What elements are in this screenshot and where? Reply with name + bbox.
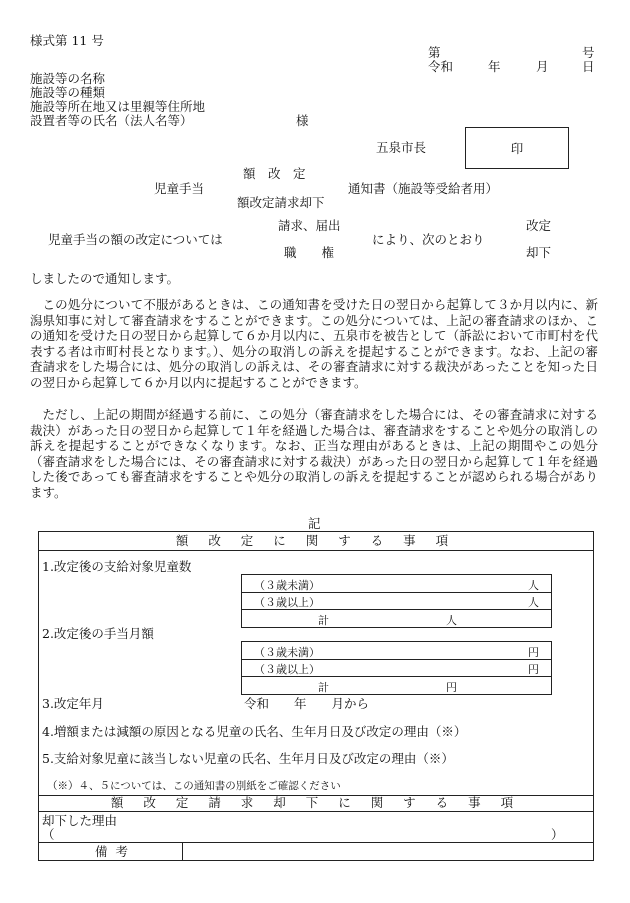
unit-person: 人	[446, 614, 457, 627]
title-option-revision: 額 改 定	[243, 166, 306, 181]
title-prefix: 児童手当	[154, 181, 205, 196]
children-under3-row[interactable]	[241, 574, 552, 593]
date-month: 月	[536, 59, 549, 74]
title-option-rejection: 額改定請求却下	[237, 195, 325, 210]
paren-close: ）	[551, 827, 564, 842]
unit-person: 人	[528, 579, 539, 592]
item5-label: 5.支給対象児童に該当しない児童の氏名、生年月日及び改定の理由（※）	[42, 751, 454, 766]
unit-yen: 円	[528, 663, 539, 676]
seal-box	[465, 127, 569, 169]
unit-yen: 円	[446, 681, 457, 694]
intro-middle: により、次のとおり	[372, 232, 485, 247]
amount-over3-row[interactable]	[241, 659, 552, 677]
intro-option-revise: 改定	[526, 218, 552, 233]
total-label: 計	[318, 681, 329, 694]
form-number: 様式第 11 号	[30, 33, 104, 48]
seal-label: 印	[510, 141, 524, 156]
paren-open: （	[42, 827, 55, 842]
amount-total-row[interactable]	[241, 677, 552, 695]
intro-closing: しましたので通知します。	[30, 271, 180, 286]
appeal-notice-paragraph-1: この処分について不服があるときは、この通知書を受けた日の翌日から起算して３か月以内に、新潟県知事に対して審査請求をすることができます。この処分については、上記の審査請求のほか、この通知を受けた日の翌日から起算して６か月以内に、五泉市を被告として（訴訟において市町村を代表する者は市町村長となります。）、処分の取消しの訴えを提起することができます。なお、上記の審査請求をした場合には、処分の取消しの訴えは、その審査請求に対する裁決があったことを知った日の翌日から起算して６か月以内に提起することができます。	[30, 297, 598, 390]
doc-number-go: 号	[582, 45, 595, 60]
founder-name-label: 設置者等の氏名（法人名等）	[30, 113, 193, 128]
remarks-field[interactable]	[187, 844, 587, 858]
rejection-section-header: 額 改 定 請 求 却 下 に 関 す る 事 項	[110, 795, 522, 810]
appeal-notice-paragraph-2: ただし、上記の期間が経過する前に、この処分（審査請求をした場合には、その審査請求に対する裁決）があった日の翌日から起算して１年を経過した場合は、審査請求をすることや処分の取消しの訴えを提起することができなくなります。なお、正当な理由があるときは、上記の期間やこの処分（審査請求をした場合には、その審査請求に対する裁決）があった日の翌日から起算して１年を経過した後であっても審査請求をすることや処分の取消しの訴えを提起することが認められる場合があります。	[30, 407, 598, 500]
rejection-reason-label: 却下した理由	[42, 813, 118, 828]
facility-type-label: 施設等の種類	[30, 85, 106, 100]
date-day: 日	[582, 59, 595, 74]
footnote: （※）４、５については、この通知書の別紙をご確認ください	[47, 780, 341, 792]
over3-label: （３歳以上）	[254, 596, 320, 609]
date-year: 年	[488, 59, 501, 74]
facility-name-label: 施設等の名称	[30, 71, 106, 86]
item1-label: 1.改定後の支給対象児童数	[42, 559, 192, 574]
unit-person: 人	[528, 596, 539, 609]
intro-lead: 児童手当の額の改定については	[48, 232, 223, 247]
children-over3-row[interactable]	[241, 592, 552, 610]
intro-option-ex-officio: 職 権	[284, 245, 335, 260]
over3-label: （３歳以上）	[254, 663, 320, 676]
intro-option-reject: 却下	[526, 245, 552, 260]
remarks-label: 備考	[95, 844, 137, 859]
ki-heading: 記	[308, 516, 321, 531]
honorific: 様	[296, 113, 309, 128]
item4-label: 4.増額または減額の原因となる児童の氏名、生年月日及び改定の理由（※）	[42, 724, 467, 739]
rejection-details-table	[38, 794, 594, 861]
intro-option-request: 請求、届出	[278, 218, 341, 233]
item3-label: 3.改定年月	[42, 696, 104, 711]
item2-label: 2.改定後の手当月額	[42, 626, 154, 641]
children-total-row[interactable]	[241, 610, 552, 628]
under3-label: （３歳未満）	[254, 579, 320, 592]
issuer-name: 五泉市長	[376, 140, 427, 155]
total-label: 計	[318, 614, 329, 627]
date-era: 令和	[428, 59, 454, 74]
under3-label: （３歳未満）	[254, 646, 320, 659]
doc-number-dai: 第	[428, 45, 441, 60]
unit-yen: 円	[528, 646, 539, 659]
amount-under3-row[interactable]	[241, 641, 552, 660]
facility-address-label: 施設等所在地又は里親等住所地	[30, 99, 206, 114]
revision-section-header: 額 改 定 に 関 す る 事 項	[175, 533, 457, 548]
title-suffix: 通知書（施設等受給者用）	[348, 181, 499, 196]
revision-date-field[interactable]: 令和 年 月から	[244, 696, 370, 711]
